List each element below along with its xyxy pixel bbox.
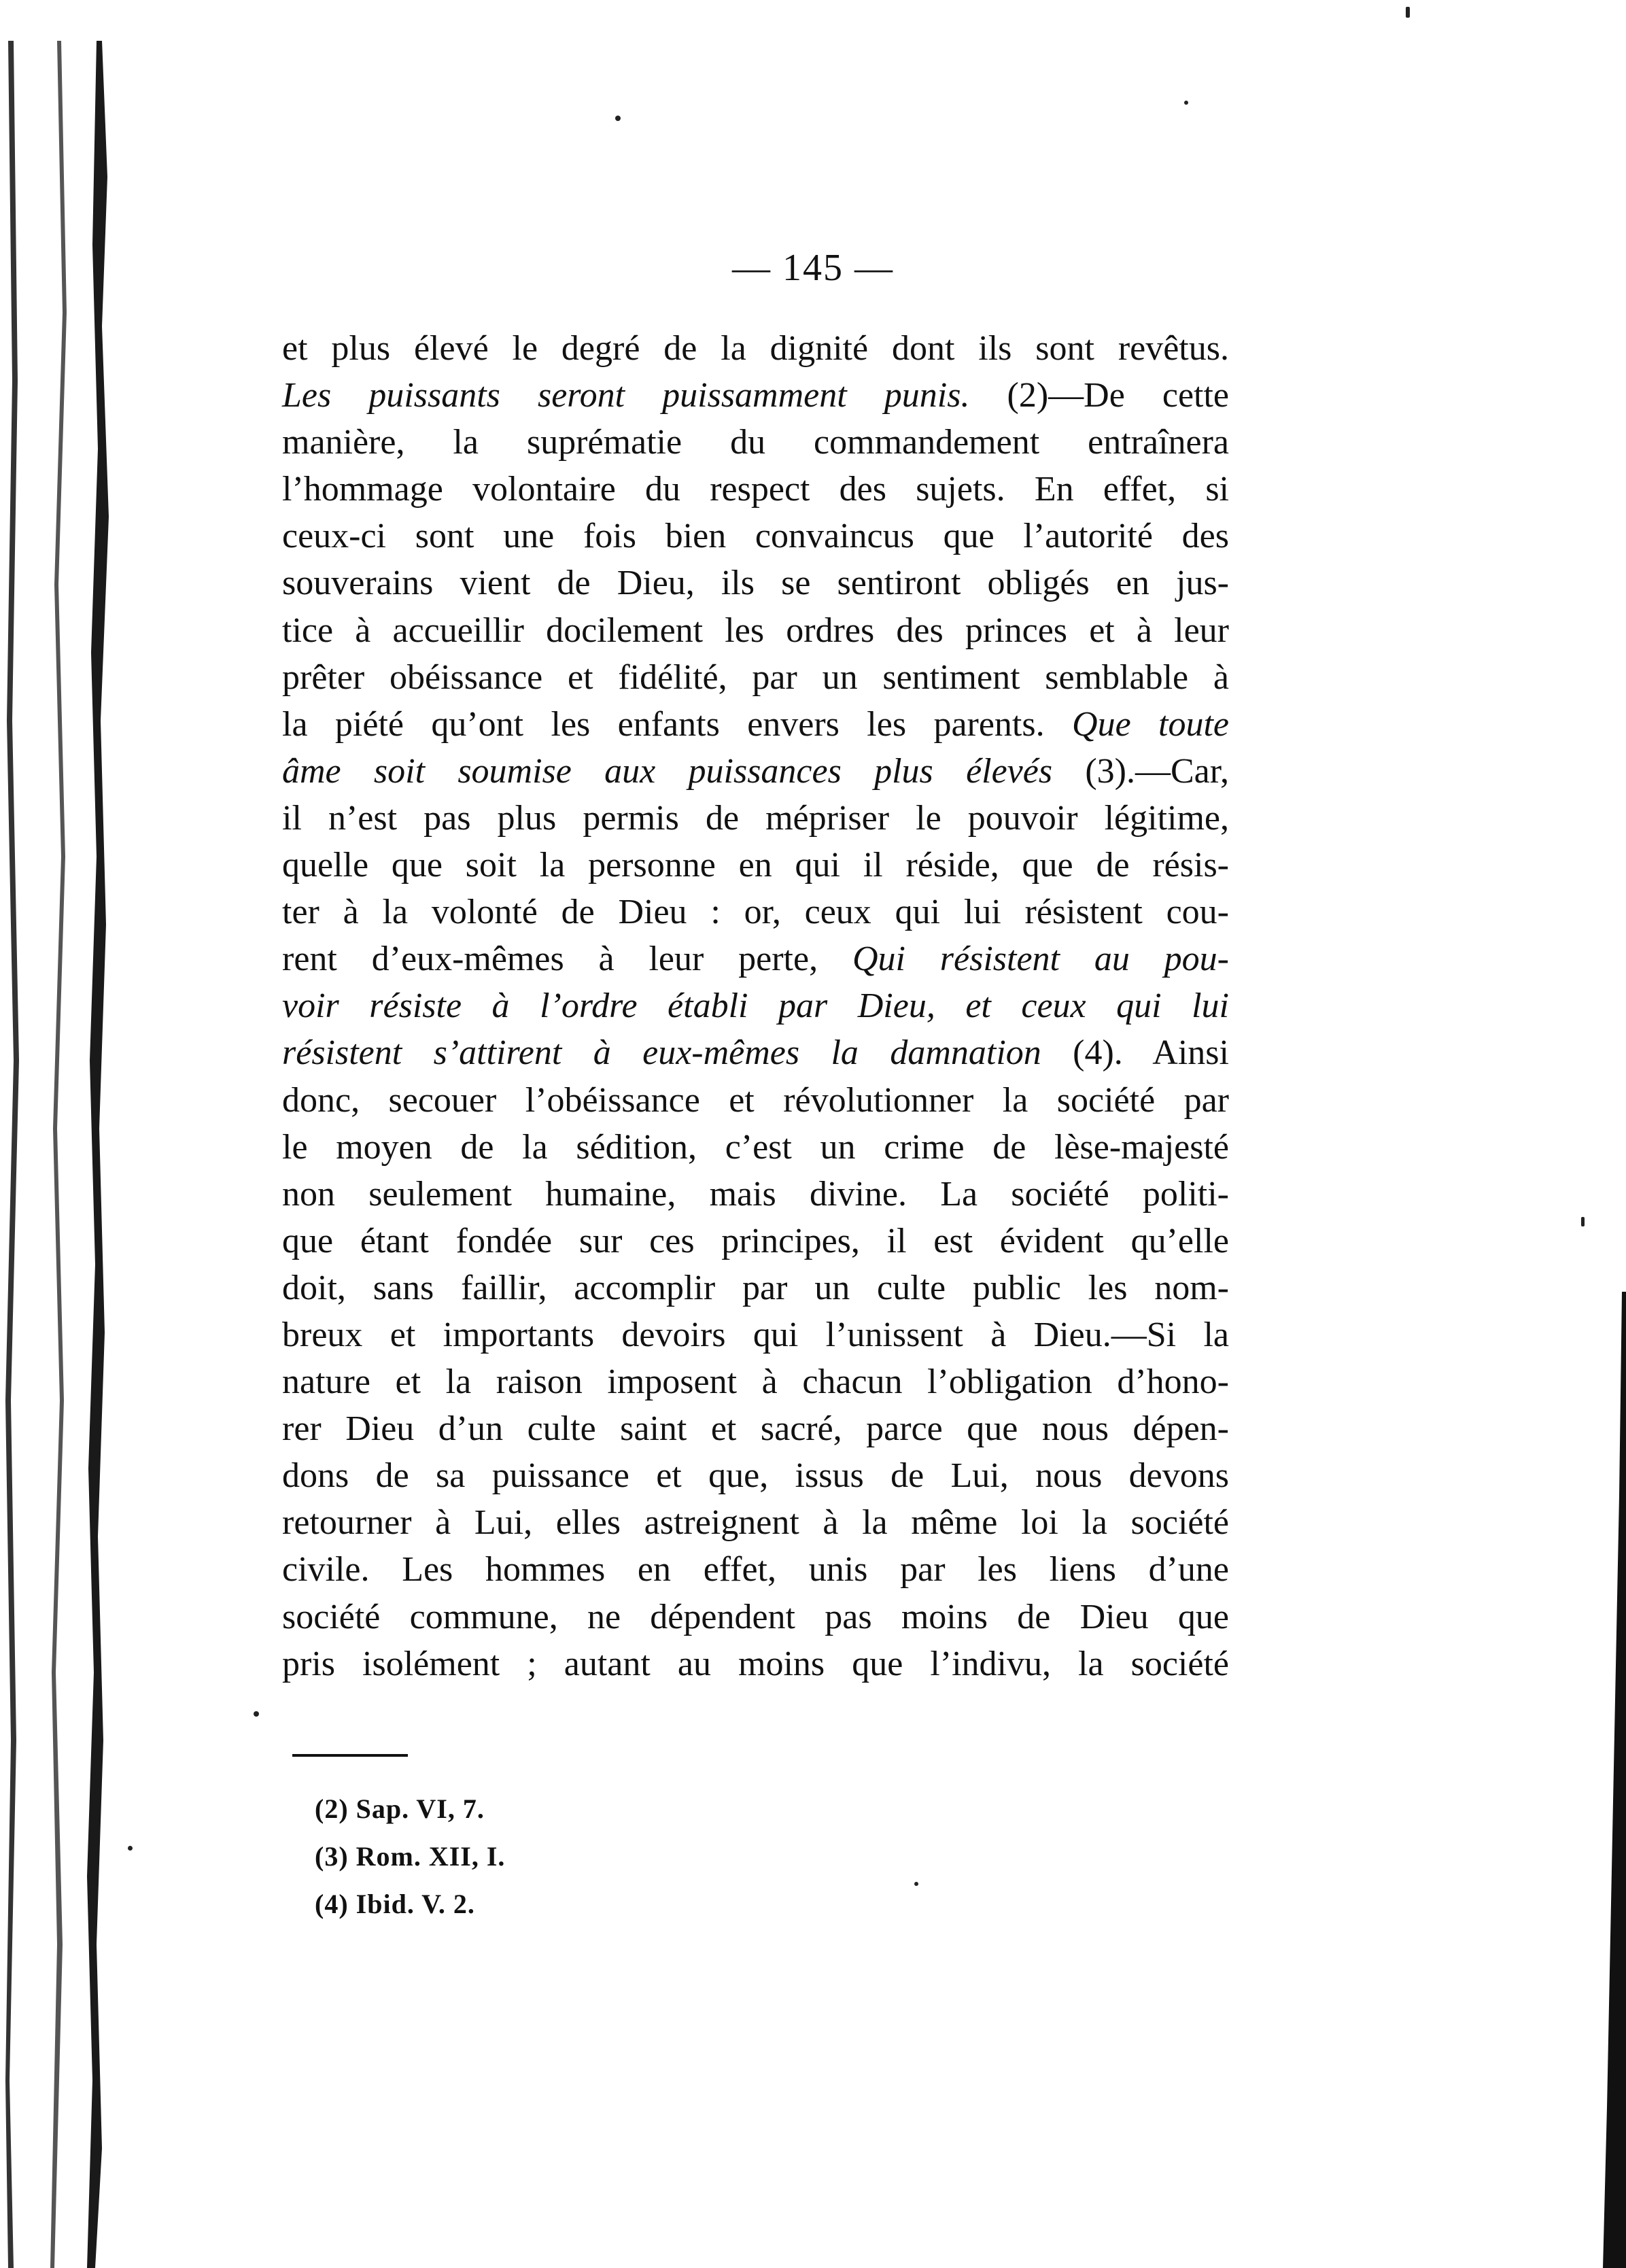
italic-run: âme soit soumise aux puissances plus élevés bbox=[282, 751, 1053, 791]
ink-speck bbox=[914, 1882, 918, 1886]
italic-run: Qui résistent au pou- bbox=[852, 940, 1230, 979]
text-run: (3).—Car, bbox=[1052, 751, 1229, 791]
text-line bbox=[282, 1077, 1229, 1124]
text-run: (4). Ainsi bbox=[1041, 1033, 1229, 1073]
text-run: (2)—De cette bbox=[969, 376, 1229, 415]
text-run: société commune, ne dépendent pas moins de Dieu que bbox=[282, 1597, 1229, 1636]
text-line bbox=[282, 1640, 1229, 1687]
text-line bbox=[282, 607, 1229, 654]
italic-run: Les puissants seront puissamment punis. bbox=[282, 376, 970, 415]
italic-run: voir résiste à l’ordre établi par Dieu, et ceux qui lui bbox=[282, 986, 1229, 1026]
text-line bbox=[282, 701, 1229, 748]
text-run: donc, secouer l’obéissance et révolutionner la société par bbox=[282, 1080, 1229, 1120]
footnotes bbox=[315, 1785, 505, 1928]
text-run: le moyen de la sédition, c’est un crime de lèse-majesté bbox=[282, 1127, 1229, 1167]
text-line bbox=[282, 1265, 1229, 1311]
text-run: rer Dieu d’un culte saint et sacré, parce que nous dépen- bbox=[282, 1409, 1229, 1449]
text-line bbox=[282, 1499, 1229, 1546]
text-run: tice à accueillir docilement les ordres des princes et à leur bbox=[282, 611, 1229, 650]
body-text bbox=[282, 325, 1229, 1687]
text-line bbox=[282, 1452, 1229, 1499]
text-run: civile. Les hommes en effet, unis par les liens d’une bbox=[282, 1550, 1229, 1590]
text-line bbox=[282, 982, 1229, 1029]
text-line bbox=[282, 889, 1229, 935]
text-line bbox=[282, 795, 1229, 842]
text-run: pris isolément ; autant au moins que l’indivu, la société bbox=[282, 1644, 1229, 1683]
text-run: manière, la suprématie du commandement entraînera bbox=[282, 423, 1229, 462]
text-line bbox=[282, 935, 1229, 982]
ink-speck bbox=[1184, 101, 1188, 105]
text-run: nature et la raison imposent à chacun l’obligation d’hono- bbox=[282, 1362, 1229, 1402]
footnote: (3) Rom. XII, I. bbox=[315, 1841, 506, 1872]
text-run: que étant fondée sur ces principes, il est évident qu’elle bbox=[282, 1221, 1229, 1260]
ink-speck bbox=[1581, 1217, 1585, 1226]
text-line bbox=[282, 325, 1229, 372]
footnote: (2) Sap. VI, 7. bbox=[315, 1793, 485, 1824]
ink-speck bbox=[254, 1711, 259, 1717]
text-run: l’hommage volontaire du respect des sujets. En effet, si bbox=[282, 470, 1229, 509]
ink-speck bbox=[1406, 7, 1410, 18]
footnote-rule bbox=[292, 1754, 408, 1757]
text-line bbox=[282, 1358, 1229, 1405]
page-number: — 145 — bbox=[732, 247, 894, 289]
text-line bbox=[282, 1405, 1229, 1452]
text-line bbox=[282, 513, 1229, 560]
text-run: quelle que soit la personne en qui il réside, que de résis- bbox=[282, 846, 1229, 885]
text-run: rent d’eux-mêmes à leur perte, bbox=[282, 940, 852, 979]
text-run: non seulement humaine, mais divine. La société politi- bbox=[282, 1174, 1229, 1214]
text-line bbox=[282, 1311, 1229, 1358]
text-line bbox=[282, 1546, 1229, 1593]
text-line bbox=[282, 419, 1229, 466]
text-run: retourner à Lui, elles astreignent à la même loi la société bbox=[282, 1503, 1229, 1543]
text-line bbox=[282, 560, 1229, 606]
text-run: doit, sans faillir, accomplir par un culte public les nom- bbox=[282, 1268, 1229, 1307]
text-run: et plus élevé le degré de la dignité dont ils sont revêtus. bbox=[282, 329, 1229, 368]
text-line bbox=[282, 1594, 1229, 1640]
text-line bbox=[282, 748, 1229, 795]
italic-run: résistent s’attirent à eux-mêmes la damnation bbox=[282, 1033, 1041, 1073]
text-run: prêter obéissance et fidélité, par un sentiment semblable à bbox=[282, 657, 1229, 697]
binding-shadow-right bbox=[1599, 1292, 1626, 2268]
footnote: (4) Ibid. V. 2. bbox=[315, 1889, 475, 1919]
ink-speck bbox=[615, 116, 621, 121]
binding-shadow-left bbox=[0, 41, 109, 2268]
text-run: la piété qu’ont les enfants envers les parents. bbox=[282, 704, 1073, 744]
text-line bbox=[282, 372, 1229, 419]
text-run: souverains vient de Dieu, ils se sentiront obligés en jus- bbox=[282, 564, 1229, 603]
text-run: ter à la volonté de Dieu : or, ceux qui lui résistent cou- bbox=[282, 893, 1229, 932]
text-line bbox=[282, 466, 1229, 513]
italic-run: Que toute bbox=[1072, 704, 1230, 744]
text-line bbox=[282, 842, 1229, 889]
text-line bbox=[282, 1029, 1229, 1076]
text-line bbox=[282, 1171, 1229, 1218]
text-run: breux et importants devoirs qui l’unissent à Dieu.—Si la bbox=[282, 1315, 1229, 1354]
text-run: ceux-ci sont une fois bien convaincus que l’autorité des bbox=[282, 517, 1229, 556]
ink-speck bbox=[128, 1846, 133, 1851]
text-run: il n’est pas plus permis de mépriser le pouvoir légitime, bbox=[282, 798, 1229, 838]
text-line bbox=[282, 1218, 1229, 1265]
text-run: dons de sa puissance et que, issus de Lui, nous devons bbox=[282, 1456, 1229, 1496]
text-line bbox=[282, 1124, 1229, 1171]
text-line bbox=[282, 654, 1229, 701]
